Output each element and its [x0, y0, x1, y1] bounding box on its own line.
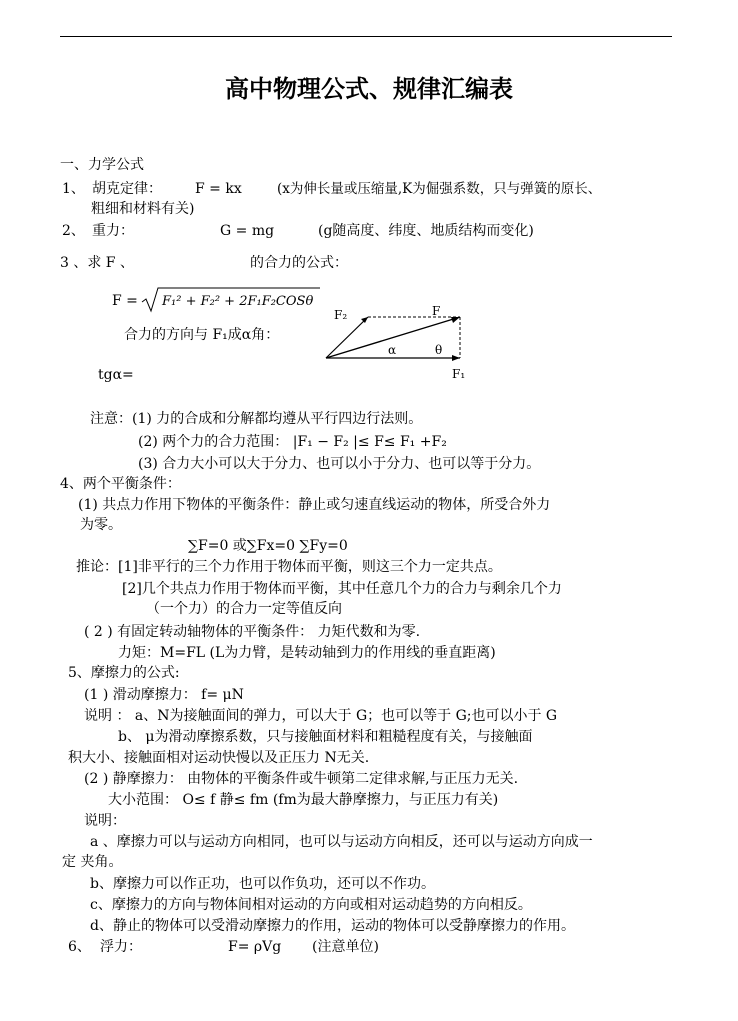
friction-point-a-continued: 定 夹角。 [62, 854, 123, 870]
gravity-formula: G = mg [220, 223, 275, 239]
label-f: F [432, 304, 441, 318]
label-f2: F₂ [334, 308, 348, 322]
friction-note-b-continued: 积大小、接触面相对运动快慢以及正压力 N无关. [68, 750, 370, 766]
equilibrium-item2: ( 2 ) 有固定转动轴物体的平衡条件： 力矩代数和为零. [84, 624, 421, 640]
page-title: 高中物理公式、规律汇编表 [225, 74, 513, 103]
friction-point-d: d、静止的物体可以受滑动摩擦力的作用，运动的物体可以受静摩擦力的作用。 [90, 918, 575, 934]
label-f1: F₁ [452, 367, 466, 381]
friction-note-b: b、 μ为滑动摩擦系数，只与接触面材料和粗糙程度有关，与接触面 [118, 729, 533, 745]
section-heading: 一、力学公式 [60, 157, 144, 173]
hooke-law-name: 胡克定律： [92, 181, 162, 197]
resultant-arrowhead [451, 317, 460, 323]
static-friction: (2 ) 静摩擦力： 由物体的平衡条件或牛顿第二定律求解,与正压力无关. [84, 771, 519, 787]
resultant-formula-lhs: F = [112, 293, 138, 309]
item-number: 2、 [62, 223, 85, 239]
sliding-friction: (1 ) 滑动摩擦力： f= μN [84, 687, 244, 703]
static-friction-range: 大小范围： O≤ f 静≤ fm (fm为最大静摩擦力，与正压力有关) [108, 792, 499, 808]
f1-arrowhead [452, 355, 460, 361]
friction-explain-label: 说明： [84, 813, 126, 829]
buoyancy-note: (注意单位) [312, 939, 379, 955]
label-theta: θ [435, 343, 443, 357]
note-line: 注意：(1) 力的合成和分解都均遵从平行四边行法则。 [90, 411, 423, 427]
force-parallelogram-diagram [322, 300, 482, 382]
gravity-name: 重力： [92, 223, 134, 239]
hooke-note-continued: 粗细和材料有关) [91, 201, 195, 217]
friction-point-b: b、摩擦力可以作正功，也可以作负功，还可以不作功。 [90, 876, 435, 892]
friction-heading: 5、摩擦力的公式: [68, 665, 180, 681]
header-rule [60, 36, 672, 37]
equilibrium-formula: ∑F=0 或∑Fx=0 ∑Fy=0 [188, 538, 348, 554]
tangent-alpha: tgα= [98, 367, 134, 383]
resultant-formula-radicand: F₁² + F₂² + 2F₁F₂COSθ [162, 294, 314, 309]
inference-2-continued: （一个力）的合力一定等值反向 [146, 601, 342, 617]
equilibrium-item1-continued: 为零。 [80, 517, 122, 533]
note-line: (3) 合力大小可以大于分力、也可以小于分力、也可以等于分力。 [138, 456, 541, 472]
friction-point-a: a 、摩擦力可以与运动方向相同，也可以与运动方向相反，还可以与运动方向成一 [90, 834, 593, 850]
note-line: (2) 两个力的合力范围： |F₁ − F₂ |≤ F≤ F₁ +F₂ [138, 434, 447, 450]
buoyancy-formula: F= ρVg [228, 939, 282, 955]
friction-point-c: c、摩擦力的方向与物体间相对运动的方向或相对运动趋势的方向相反。 [90, 897, 532, 913]
inference-1: 推论：[1]非平行的三个力作用于物体而平衡，则这三个力一定共点。 [76, 559, 502, 575]
equilibrium-heading: 4、两个平衡条件： [60, 476, 181, 492]
buoyancy-name: 浮力： [100, 939, 142, 955]
item-number: 1、 [62, 181, 85, 197]
label-alpha: α [388, 343, 397, 357]
equilibrium-item1: (1) 共点力作用下物体的平衡条件：静止或匀速直线运动的物体，所受合外力 [78, 497, 551, 513]
resultant-direction: 合力的方向与 F₁成α角： [124, 327, 280, 343]
friction-note-a: 说明 ： a、N为接触面间的弹力，可以大于 G；也可以等于 G;也可以小于 G [84, 708, 558, 724]
hooke-note: (x为伸长量或压缩量,K为倔强系数，只与弹簧的原长、 [277, 181, 602, 197]
hooke-formula: F = kx [195, 181, 242, 197]
gravity-note: (g随高度、纬度、地质结构而变化) [318, 223, 534, 239]
resultant-lead-tail: 的合力的公式： [250, 255, 348, 271]
item-number: 6、 [68, 939, 91, 955]
resultant-lead: 3 、求 F 、 [60, 255, 134, 271]
torque-definition: 力矩：M=FL (L为力臂，是转动轴到力的作用线的垂直距离) [118, 645, 496, 661]
inference-2: [2]几个共点力作用于物体而平衡，其中任意几个力的合力与剩余几个力 [122, 581, 562, 597]
